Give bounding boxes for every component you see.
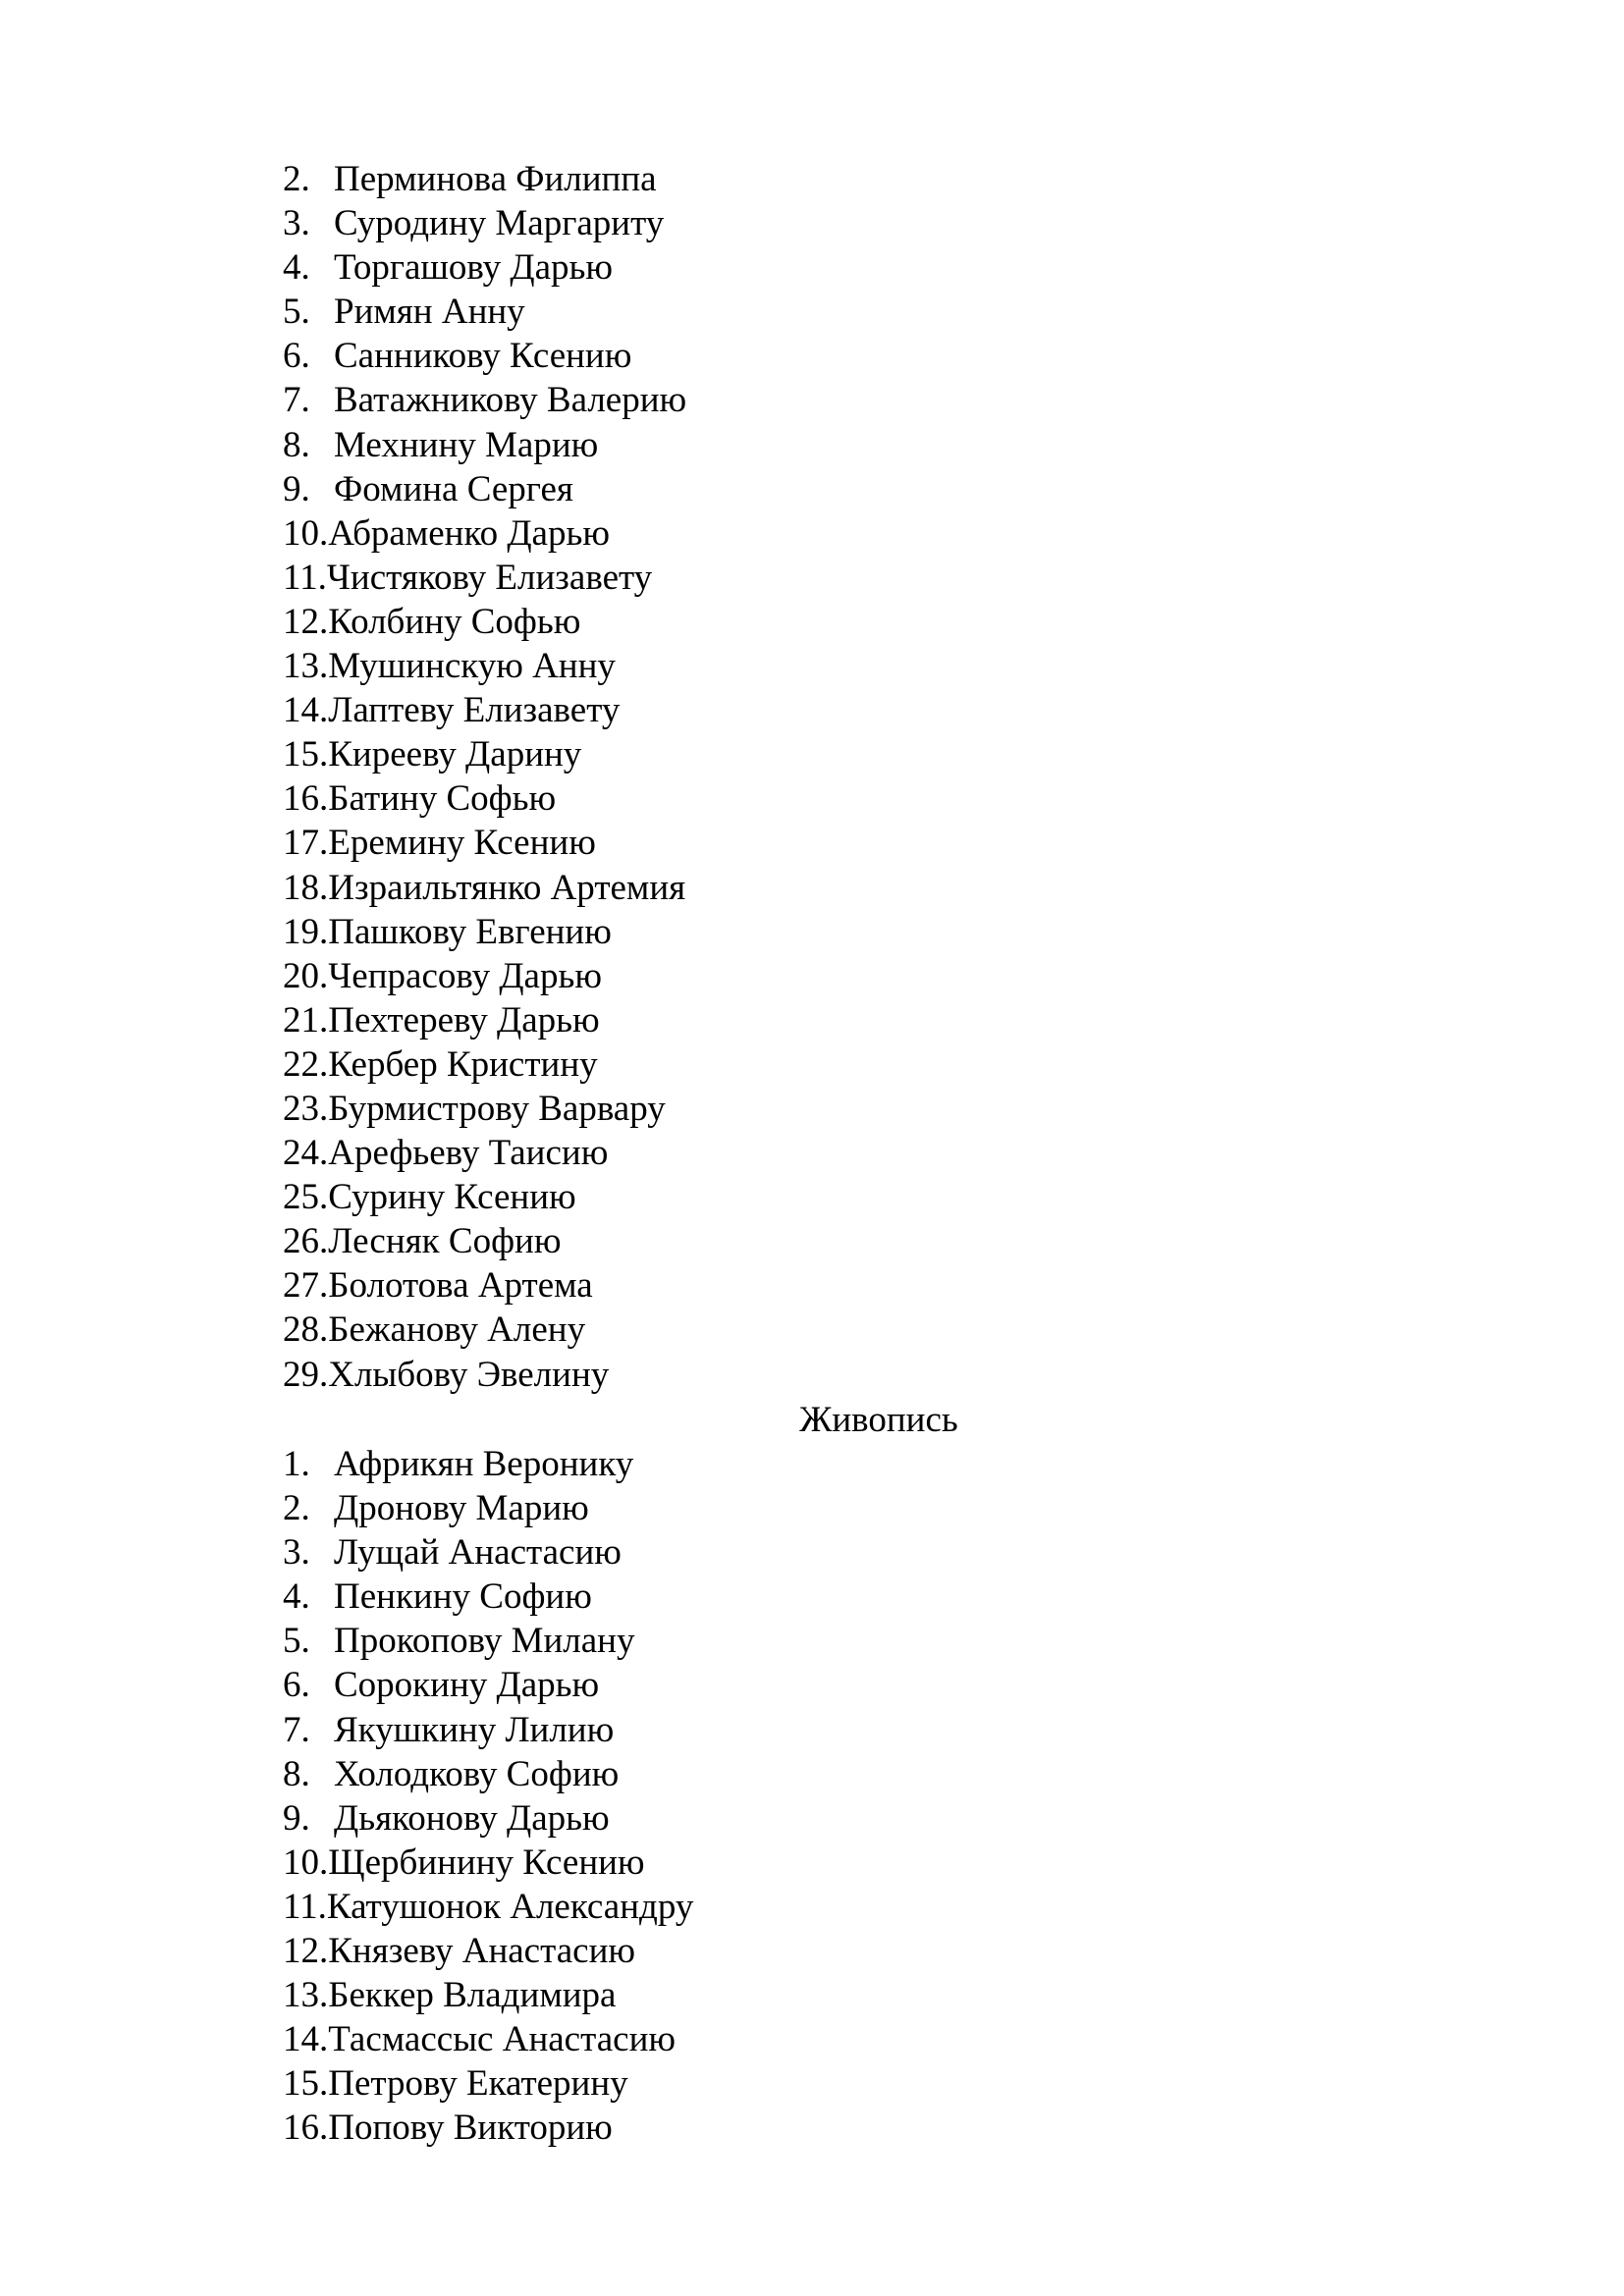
list-item [283,290,686,334]
list-item [283,998,686,1042]
list-item [283,511,686,556]
list-item-name: Кербер Кристину [328,1043,598,1085]
list-item-name: Щербинину Ксению [328,1842,645,1883]
list-item-name: Катушонок Александру [326,1886,694,1927]
list-item-number: 25. [283,1177,329,1218]
list-item-number: 3. [283,203,310,244]
list-item [283,1708,693,1752]
list-item-number: 27. [283,1265,329,1307]
list-item-name: Хлыбову Эвелину [328,1354,610,1395]
list-item-number: 2. [283,1488,310,1529]
list-item [283,1973,693,2017]
list-item-number: 14. [283,2019,329,2060]
list-item [283,1042,686,1087]
list-item [283,1530,693,1575]
list-item-name: Перминова Филиппа [334,159,657,199]
list-item-name: Римян Анну [334,292,525,333]
list-item-name: Мехнину Марию [334,424,599,465]
list-item [283,866,686,910]
list-item [283,1087,686,1131]
list-item-name: Колбину Софью [328,601,581,642]
list-item-number: 10. [283,1842,329,1883]
list-item [283,1308,686,1352]
list-item-name: Кирееву Дарину [328,734,582,775]
list-item-number: 11. [283,1886,327,1927]
list-item [283,467,686,511]
list-item-number: 17. [283,823,329,864]
list-item-name: Попову Викторию [328,2108,613,2149]
list-item-name: Лущай Анастасию [334,1532,622,1574]
list-item-number: 13. [283,646,329,687]
list-item [283,1796,693,1841]
list-item [283,423,686,467]
list-item-number: 10. [283,512,329,554]
list-item-name: Арефьеву Таисию [328,1133,609,1174]
list-item-name: Фомина Сергея [334,468,573,509]
list-item-name: Бурмистрову Варвару [328,1088,666,1129]
list-item-name: Дьяконову Дарью [334,1797,610,1839]
list-item-number: 16. [283,778,329,820]
list-item-number: 22. [283,1043,329,1085]
list-item [283,600,686,644]
list-item-name: Князеву Анастасию [328,1931,636,1972]
list-item [283,1619,693,1663]
list-item [283,1929,693,1973]
list-item [283,1353,686,1397]
list-item [283,1219,686,1263]
list-item [283,157,686,201]
list-item [283,1442,693,1486]
list-item-name: Батину Софью [328,778,557,820]
list-item-number: 9. [283,468,310,509]
list-item [283,556,686,600]
list-item-name: Пашкову Евгению [328,911,612,952]
list-item [283,1486,693,1530]
list-item-name: Пенкину Софию [334,1576,592,1618]
list-item-number: 29. [283,1354,329,1395]
list-item-name: Бежанову Алену [328,1309,586,1351]
list-item [283,2061,693,2106]
list-item-name: Холодкову Софию [334,1753,620,1794]
list-item-number: 14. [283,690,329,731]
list-item-number: 9. [283,1797,310,1839]
list-item-name: Лесняк Софию [328,1221,562,1262]
list-item-name: Африкян Веронику [334,1444,634,1484]
list-item-number: 8. [283,1753,310,1794]
list-item [283,954,686,998]
list-item-name: Тасмассыс Анастасию [328,2019,677,2060]
list-item-name: Сурину Ксению [328,1177,576,1218]
list-item [283,1752,693,1796]
list-item-number: 6. [283,1665,310,1706]
list-item-name: Торгашову Дарью [334,247,614,289]
list-item-name: Суродину Маргариту [334,203,665,244]
list-item [283,378,686,422]
list-item [283,2106,693,2150]
list-item-name: Абраменко Дарью [328,512,610,554]
list-item-name: Мушинскую Анну [328,646,616,687]
list-item-number: 16. [283,2108,329,2149]
list-item [283,1575,693,1619]
list-item-number: 12. [283,1931,329,1972]
name-list-painting [283,1442,693,2151]
list-item-name: Болотова Артема [328,1265,593,1307]
list-item [283,334,686,378]
list-item-number: 7. [283,1709,310,1750]
list-item-number: 3. [283,1532,310,1574]
list-item-name: Чепрасову Дарью [328,955,602,996]
list-item [283,245,686,290]
list-item-name: Беккер Владимира [328,1975,617,2016]
list-item-number: 7. [283,380,310,421]
list-item-number: 4. [283,247,310,289]
list-item-number: 15. [283,2063,329,2105]
list-item-number: 28. [283,1309,329,1351]
list-item-name: Якушкину Лилию [334,1709,615,1750]
list-item-name: Санникову Ксению [334,336,632,377]
list-item-number: 12. [283,601,329,642]
list-item [283,1263,686,1308]
list-item-number: 15. [283,734,329,775]
list-item-number: 24. [283,1133,329,1174]
list-item [283,1175,686,1219]
list-item-name: Лаптеву Елизавету [328,690,621,731]
name-list-continued [283,157,686,1397]
list-item-number: 21. [283,999,329,1041]
list-item-name: Израильтянко Артемия [328,867,686,908]
list-item-name: Пехтереву Дарью [328,999,600,1041]
list-item-name: Ватажникову Валерию [334,380,687,421]
list-item [283,201,686,245]
list-item [283,1841,693,1885]
list-item-number: 5. [283,292,310,333]
list-item [283,1131,686,1175]
list-item-number: 5. [283,1621,310,1662]
list-item [283,732,686,776]
list-item-name: Чистякову Елизавету [326,557,653,598]
list-item-number: 13. [283,1975,329,2016]
list-item-number: 2. [283,159,310,199]
list-item-number: 19. [283,911,329,952]
list-item-name: Сорокину Дарью [334,1665,600,1706]
list-item-number: 11. [283,557,327,598]
list-item [283,644,686,688]
section-heading: Живопись [799,1400,958,1440]
list-item-number: 26. [283,1221,329,1262]
list-item [283,2017,693,2061]
list-item-number: 1. [283,1444,310,1484]
list-item-number: 8. [283,424,310,465]
list-item [283,688,686,732]
list-item [283,776,686,821]
list-item-number: 6. [283,336,310,377]
list-item [283,1663,693,1707]
list-item-name: Петрову Екатерину [328,2063,628,2105]
list-item-number: 4. [283,1576,310,1618]
list-item-name: Еремину Ксению [328,823,596,864]
list-item-name: Дронову Марию [334,1488,589,1529]
list-item-number: 18. [283,867,329,908]
list-item [283,821,686,865]
list-item-number: 20. [283,955,329,996]
list-item [283,1885,693,1929]
list-item-number: 23. [283,1088,329,1129]
list-item [283,910,686,954]
list-item-name: Прокопову Милану [334,1621,635,1662]
